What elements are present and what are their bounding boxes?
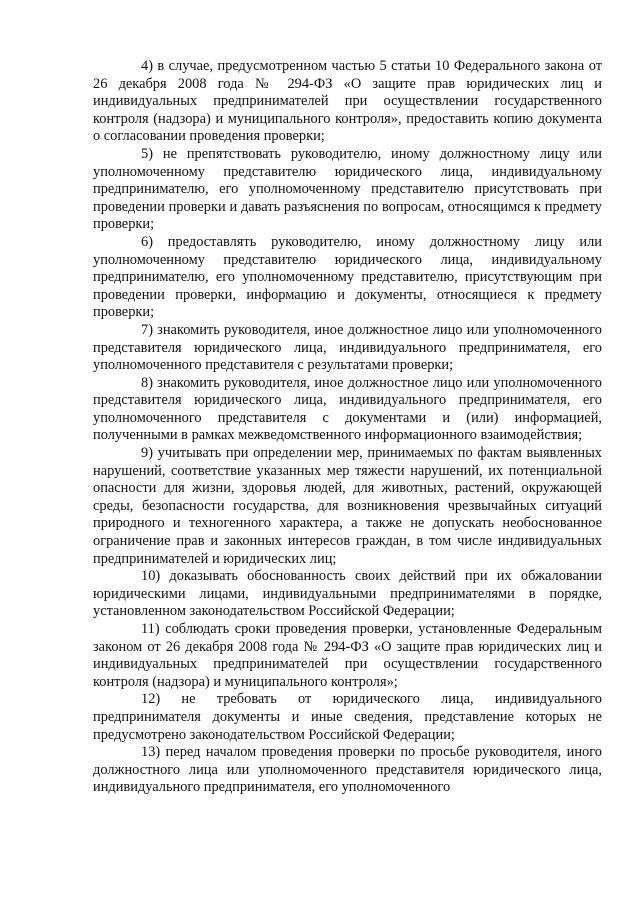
paragraph-7: 7) знакомить руководителя, иное должностное лицо или уполномоченного представителя юридического лица, индивидуального предпринимателя, его уполномоченного представителя с результатами проверки; (93, 321, 602, 374)
paragraph-9: 9) учитывать при определении мер, принимаемых по фактам выявленных нарушений, соответствие указанных мер тяжести нарушений, их потенциальной опасности для жизни, здоровья людей, для животных, растений, окружающей среды, безопасности государства, для возникновения чрезвычайных ситуаций природного и техногенного характера, а также не допускать необоснованное ограничение прав и законных интересов граждан, в том числе индивидуальных предпринимателей и юридических лиц; (93, 445, 602, 567)
document-page (93, 58, 602, 797)
paragraph-12: 12) не требовать от юридического лица, индивидуального предпринимателя документы и иные сведения, представление которых не предусмотрено законодательством Российской Федерации; (93, 691, 602, 743)
paragraph-8: 8) знакомить руководителя, иное должностное лицо или уполномоченного представителя юридического лица, индивидуального предпринимателя, его уполномоченного представителя с документами и (или) информацией, полученными в рамках межведомственного информационного взаимодействия; (93, 374, 602, 444)
paragraph-4: 4) в случае, предусмотренном частью 5 статьи 10 Федерального закона от 26 декабря 2008 года № 294-ФЗ «О защите прав юридических лиц и индивидуальных предпринимателей при осуществлении государственного контроля (надзора) и муниципального контроля», предоставить копию документа о согласовании проведения проверки; (93, 58, 602, 145)
paragraph-5: 5) не препятствовать руководителю, иному должностному лицу или уполномоченному представителю юридического лица, индивидуальному предпринимателю, его уполномоченному представителю присутствовать при проведении проверки и давать разъяснения по вопросам, относящимся к предмету проверки; (93, 145, 602, 233)
paragraph-13: 13) перед началом проведения проверки по просьбе руководителя, иного должностного лица или уполномоченного представителя юридического лица, индивидуального предпринимателя, его уполномоченного (93, 744, 602, 796)
paragraph-6: 6) предоставлять руководителю, иному должностному лицу или уполномоченному представителю юридического лица, индивидуальному предпринимателю, его уполномоченному представителю, присутствующим при проведении проверки, информацию и документы, относящиеся к предмету проверки; (93, 233, 602, 321)
paragraph-10: 10) доказывать обоснованность своих действий при их обжаловании юридическими лицами, индивидуальными предпринимателями в порядке, установленном законодательством Российской Федерации; (93, 568, 602, 620)
paragraph-11: 11) соблюдать сроки проведения проверки, установленные Федеральным законом от 26 декабря 2008 года № 294-ФЗ «О защите прав юридических лиц и индивидуальных предпринимателей при осуществлении государственного контроля (надзора) и муниципального контроля»; (93, 621, 602, 690)
